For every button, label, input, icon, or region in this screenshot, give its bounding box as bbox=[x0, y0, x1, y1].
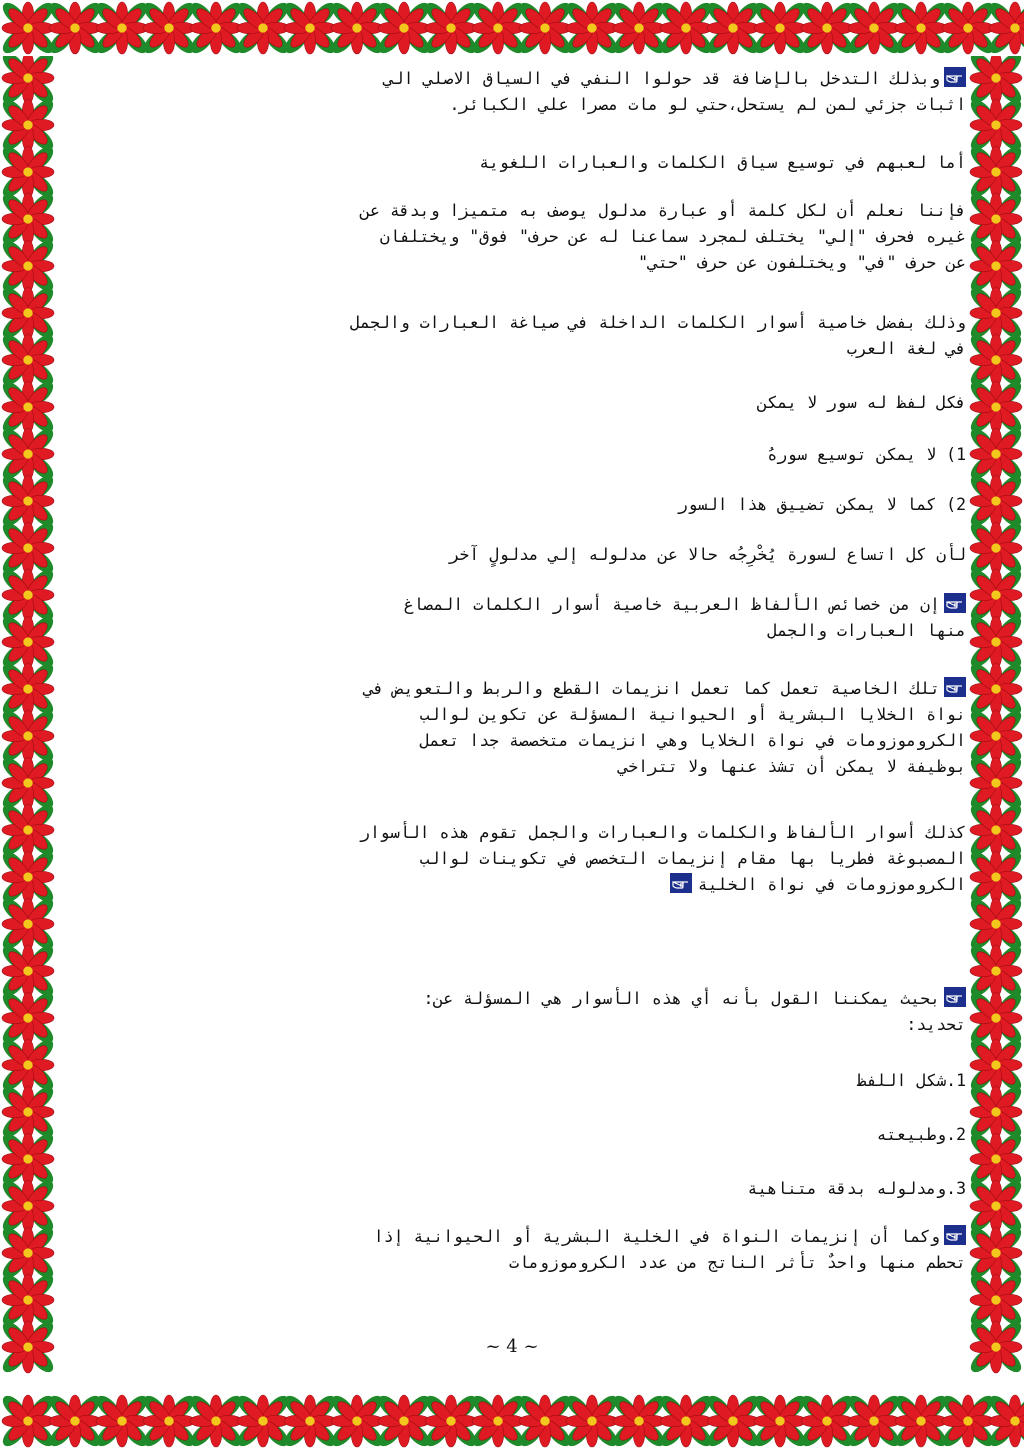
poinsettia-flower-icon bbox=[968, 519, 1024, 577]
text-line bbox=[747, 1176, 966, 1202]
poinsettia-flower-icon bbox=[140, 0, 198, 56]
poinsettia-flower-icon bbox=[0, 237, 56, 295]
poinsettia-flower-icon bbox=[234, 0, 292, 56]
line-text: أما لعبهم في توسيع سياق الكلمات والعبارات اللغوية bbox=[479, 153, 966, 172]
poinsettia-flower-icon bbox=[610, 1393, 668, 1449]
poinsettia-flower-icon bbox=[0, 707, 56, 765]
poinsettia-flower-icon bbox=[751, 1393, 809, 1449]
poinsettia-flower-icon bbox=[93, 0, 151, 56]
poinsettia-flower-icon bbox=[968, 613, 1024, 671]
text-line bbox=[360, 820, 966, 846]
poinsettia-flower-icon bbox=[798, 1393, 856, 1449]
poinsettia-flower-icon bbox=[0, 754, 56, 812]
poinsettia-flower-icon bbox=[328, 1393, 386, 1449]
poinsettia-flower-icon bbox=[0, 0, 57, 56]
pointing-hand-icon bbox=[944, 67, 966, 87]
poinsettia-flower-icon bbox=[704, 1393, 762, 1449]
poinsettia-flower-icon bbox=[704, 0, 762, 56]
poinsettia-flower-icon bbox=[968, 378, 1024, 436]
page-number: ~ 4 ~ bbox=[485, 1336, 539, 1357]
paragraph bbox=[449, 542, 966, 568]
border-left bbox=[0, 56, 56, 1393]
pointing-hand-icon bbox=[944, 677, 966, 697]
poinsettia-flower-icon bbox=[375, 1393, 433, 1449]
poinsettia-flower-icon bbox=[422, 0, 480, 56]
poinsettia-flower-icon bbox=[93, 1393, 151, 1449]
paragraph bbox=[374, 1224, 966, 1276]
poinsettia-flower-icon bbox=[968, 660, 1024, 718]
poinsettia-flower-icon bbox=[968, 566, 1024, 624]
poinsettia-flower-icon bbox=[968, 425, 1024, 483]
text-line bbox=[857, 1068, 966, 1094]
poinsettia-flower-icon bbox=[0, 331, 56, 389]
poinsettia-flower-icon bbox=[0, 566, 56, 624]
line-text: 2) كما لا يمكن تضييق هذا السور bbox=[677, 495, 966, 514]
poinsettia-flower-icon bbox=[968, 472, 1024, 530]
poinsettia-flower-icon bbox=[968, 284, 1024, 342]
line-text: 1) لا يمكن توسيع سورهُ bbox=[767, 445, 966, 464]
poinsettia-flower-icon bbox=[939, 1393, 997, 1449]
poinsettia-flower-icon bbox=[0, 613, 56, 671]
paragraph bbox=[757, 390, 966, 416]
paragraph bbox=[767, 442, 966, 468]
text-line bbox=[360, 846, 966, 872]
paragraph bbox=[857, 1068, 966, 1094]
text-line bbox=[364, 754, 966, 780]
poinsettia-flower-icon bbox=[968, 331, 1024, 389]
line-text: عن حرف "في" ويختلفون عن حرف "حتي" bbox=[638, 253, 966, 272]
text-line bbox=[384, 66, 966, 92]
text-line bbox=[374, 1250, 966, 1276]
poinsettia-flower-icon bbox=[516, 1393, 574, 1449]
poinsettia-flower-icon bbox=[798, 0, 856, 56]
text-line bbox=[384, 92, 966, 118]
paragraph bbox=[479, 150, 966, 176]
paragraph bbox=[350, 310, 966, 362]
line-text: منها العبارات والجمل bbox=[767, 621, 966, 640]
text-line bbox=[757, 390, 966, 416]
poinsettia-flower-icon bbox=[0, 143, 56, 201]
poinsettia-flower-icon bbox=[469, 0, 527, 56]
poinsettia-flower-icon bbox=[968, 1036, 1024, 1094]
poinsettia-flower-icon bbox=[845, 1393, 903, 1449]
text-line bbox=[360, 250, 966, 276]
poinsettia-flower-icon bbox=[0, 378, 56, 436]
poinsettia-flower-icon bbox=[0, 1036, 56, 1094]
line-text: وكما أن إنزيمات النواة في الخلية البشرية أو الحيوانية إذا bbox=[373, 1227, 940, 1246]
poinsettia-flower-icon bbox=[375, 0, 433, 56]
poinsettia-flower-icon bbox=[968, 754, 1024, 812]
line-text: الكروموزومات في نواة الخلايا وهي انزيمات متخصصة جدا تعمل bbox=[419, 731, 966, 750]
line-text: 2.وطبيعته bbox=[876, 1125, 966, 1144]
poinsettia-flower-icon bbox=[968, 190, 1024, 248]
poinsettia-flower-icon bbox=[939, 0, 997, 56]
poinsettia-flower-icon bbox=[422, 1393, 480, 1449]
paragraph bbox=[360, 198, 966, 276]
line-text: 1.شكل اللفظ bbox=[856, 1071, 966, 1090]
poinsettia-flower-icon bbox=[968, 96, 1024, 154]
paragraph bbox=[877, 1122, 966, 1148]
pointing-hand-icon bbox=[944, 987, 966, 1007]
line-text: فإننا نعلم أن لكل كلمة أو عبارة مدلول يوصف به متميزا وبدقة عن bbox=[360, 201, 966, 220]
poinsettia-flower-icon bbox=[0, 284, 56, 342]
poinsettia-flower-icon bbox=[0, 660, 56, 718]
poinsettia-flower-icon bbox=[187, 1393, 245, 1449]
paragraph bbox=[384, 66, 966, 118]
poinsettia-flower-icon bbox=[657, 0, 715, 56]
line-text: فكل لفظ له سور لا يمكن bbox=[757, 393, 966, 412]
text-line bbox=[423, 1012, 966, 1038]
poinsettia-flower-icon bbox=[187, 0, 245, 56]
line-text: المصبوغة فطريا بها مقام إنزيمات التخصص في تكوينات لوالب bbox=[419, 849, 966, 868]
text-line bbox=[364, 702, 966, 728]
text-line bbox=[364, 676, 966, 702]
line-text: تلك الخاصية تعمل كما تعمل انزيمات القطع والربط والتعويض في bbox=[363, 679, 940, 698]
line-text: 3.ومدلوله بدقة متناهية bbox=[747, 1179, 966, 1198]
text-line bbox=[374, 1224, 966, 1250]
poinsettia-flower-icon bbox=[516, 0, 574, 56]
paragraph bbox=[364, 676, 966, 780]
text-line bbox=[479, 150, 966, 176]
border-bottom bbox=[0, 1393, 1024, 1449]
poinsettia-flower-icon bbox=[986, 1393, 1024, 1449]
line-text: وذلك بفضل خاصية أسوار الكلمات الداخلة في صياغة العبارات والجمل bbox=[350, 313, 966, 332]
line-text: بوظيفة لا يمكن أن تشذ عنها ولا تتراخي bbox=[618, 757, 966, 776]
poinsettia-flower-icon bbox=[0, 519, 56, 577]
line-text: في لغة العرب bbox=[846, 339, 966, 358]
text-line bbox=[877, 1122, 966, 1148]
pointing-hand-icon bbox=[670, 873, 692, 893]
poinsettia-flower-icon bbox=[968, 801, 1024, 859]
poinsettia-flower-icon bbox=[968, 848, 1024, 906]
paragraph bbox=[747, 1176, 966, 1202]
text-line bbox=[404, 618, 966, 644]
poinsettia-flower-icon bbox=[0, 989, 56, 1047]
poinsettia-flower-icon bbox=[328, 0, 386, 56]
text-line bbox=[449, 542, 966, 568]
poinsettia-flower-icon bbox=[46, 0, 104, 56]
poinsettia-flower-icon bbox=[0, 848, 56, 906]
line-text: تحديد: bbox=[906, 1015, 966, 1034]
text-line bbox=[350, 336, 966, 362]
text-line bbox=[360, 224, 966, 250]
text-line bbox=[678, 492, 966, 518]
paragraph bbox=[423, 986, 966, 1038]
paragraph bbox=[360, 820, 966, 898]
poinsettia-flower-icon bbox=[892, 1393, 950, 1449]
poinsettia-flower-icon bbox=[0, 96, 56, 154]
text-line bbox=[404, 592, 966, 618]
paragraph bbox=[678, 492, 966, 518]
poinsettia-flower-icon bbox=[0, 801, 56, 859]
poinsettia-flower-icon bbox=[0, 472, 56, 530]
text-line bbox=[767, 442, 966, 468]
line-text: نواة الخلايا البشرية أو الحيوانية المسؤلة عن تكوين لوالب bbox=[419, 705, 966, 724]
poinsettia-flower-icon bbox=[0, 1130, 56, 1188]
line-text: كذلك أسوار الألفاظ والكلمات والعبارات والجمل تقوم هذه الأسوار bbox=[360, 823, 966, 842]
poinsettia-flower-icon bbox=[968, 1224, 1024, 1282]
poinsettia-flower-icon bbox=[140, 1393, 198, 1449]
text-line bbox=[360, 872, 966, 898]
poinsettia-flower-icon bbox=[0, 425, 56, 483]
border-top bbox=[0, 0, 1024, 56]
poinsettia-flower-icon bbox=[469, 1393, 527, 1449]
poinsettia-flower-icon bbox=[0, 1083, 56, 1141]
document-page bbox=[60, 58, 966, 1388]
poinsettia-flower-icon bbox=[968, 1083, 1024, 1141]
poinsettia-flower-icon bbox=[46, 1393, 104, 1449]
poinsettia-flower-icon bbox=[968, 942, 1024, 1000]
poinsettia-flower-icon bbox=[986, 0, 1024, 56]
poinsettia-flower-icon bbox=[968, 989, 1024, 1047]
poinsettia-flower-icon bbox=[281, 0, 339, 56]
poinsettia-flower-icon bbox=[0, 190, 56, 248]
poinsettia-flower-icon bbox=[563, 1393, 621, 1449]
text-line bbox=[360, 198, 966, 224]
poinsettia-flower-icon bbox=[0, 1271, 56, 1329]
poinsettia-flower-icon bbox=[0, 1393, 57, 1449]
line-text: لأن كل اتساع لسورة يُخْرِجُه حالا عن مدلوله إلي مدلولٍ آخر bbox=[449, 545, 966, 564]
pointing-hand-icon bbox=[944, 593, 966, 613]
pointing-hand-icon bbox=[944, 1225, 966, 1245]
line-text: الكروموزومات في نواة الخلية bbox=[697, 875, 966, 894]
poinsettia-flower-icon bbox=[968, 237, 1024, 295]
poinsettia-flower-icon bbox=[281, 1393, 339, 1449]
poinsettia-flower-icon bbox=[0, 895, 56, 953]
border-right bbox=[968, 56, 1024, 1393]
line-text: بحيث يمكننا القول بأنه أي هذه الأسوار هي المسؤلة عن: bbox=[423, 989, 940, 1008]
poinsettia-flower-icon bbox=[0, 942, 56, 1000]
poinsettia-flower-icon bbox=[0, 1224, 56, 1282]
poinsettia-flower-icon bbox=[751, 0, 809, 56]
line-text: غيره فحرف "إلي" يختلف لمجرد سماعنا له عن حرف" فوق" ويختلفان bbox=[379, 227, 966, 246]
text-line bbox=[350, 310, 966, 336]
poinsettia-flower-icon bbox=[968, 895, 1024, 953]
poinsettia-flower-icon bbox=[968, 143, 1024, 201]
poinsettia-flower-icon bbox=[657, 1393, 715, 1449]
line-text: إن من خصائص الألفاظ العربية خاصية أسوار الكلمات المصاغ bbox=[403, 595, 940, 614]
paragraph bbox=[404, 592, 966, 644]
poinsettia-flower-icon bbox=[610, 0, 668, 56]
poinsettia-flower-icon bbox=[968, 707, 1024, 765]
line-text: اثبات جزئي لمن لم يستحل،حتي لو مات مصرا علي الكبائر. bbox=[449, 95, 966, 114]
poinsettia-flower-icon bbox=[563, 0, 621, 56]
line-text: وبذلك التدخل بالإضافة قد حولوا النفي في السياق الاصلي الي bbox=[383, 69, 940, 88]
poinsettia-flower-icon bbox=[968, 1130, 1024, 1188]
poinsettia-flower-icon bbox=[234, 1393, 292, 1449]
poinsettia-flower-icon bbox=[968, 1271, 1024, 1329]
poinsettia-flower-icon bbox=[845, 0, 903, 56]
poinsettia-flower-icon bbox=[968, 1177, 1024, 1235]
text-line bbox=[423, 986, 966, 1012]
text-line bbox=[364, 728, 966, 754]
line-text: تحطم منها واحدٌ تأثر الناتج من عدد الكروموزومات bbox=[509, 1253, 966, 1272]
poinsettia-flower-icon bbox=[892, 0, 950, 56]
poinsettia-flower-icon bbox=[0, 1177, 56, 1235]
